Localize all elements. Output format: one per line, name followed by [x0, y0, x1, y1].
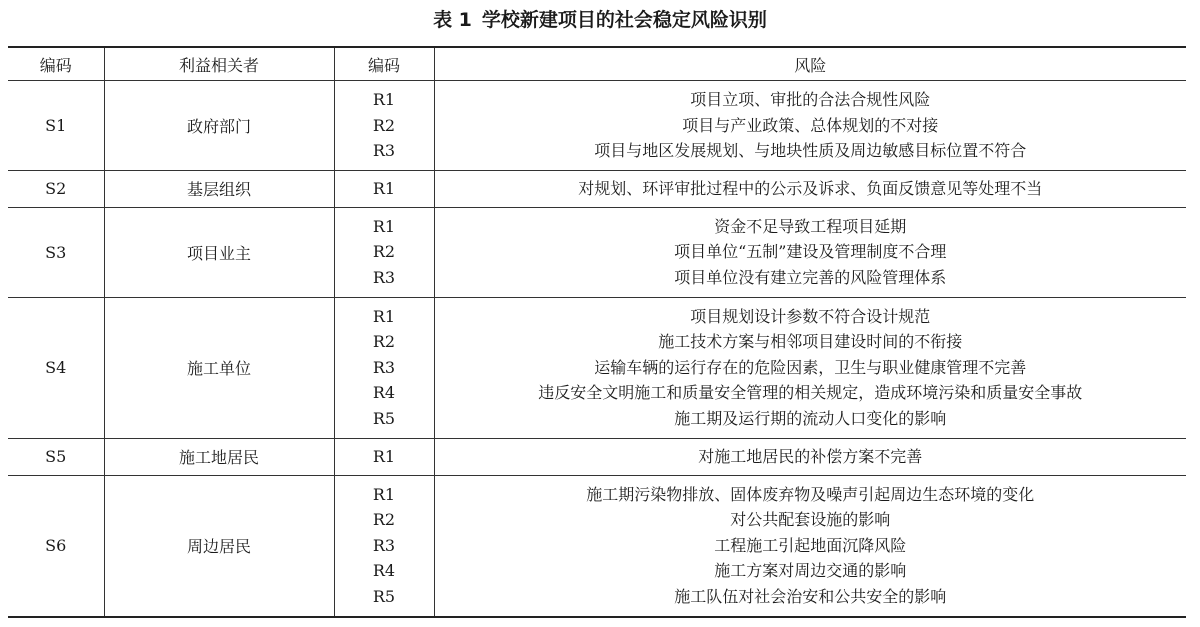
stakeholder-code: S1: [8, 81, 104, 171]
risk-description: 工程施工引起地面沉降风险: [714, 535, 907, 555]
risk-code: R1: [334, 214, 434, 240]
risk-code: R4: [334, 558, 434, 584]
stakeholder-name: 施工地居民: [104, 438, 334, 475]
risk-table: [8, 46, 1186, 618]
risk-code: R2: [334, 329, 434, 355]
stakeholder-group: [8, 81, 1186, 171]
stakeholder-code: S4: [8, 297, 104, 438]
risk-code: R1: [334, 482, 434, 508]
header-stakeholder: 利益相关者: [104, 47, 334, 81]
risk-description: 施工期及运行期的流动人口变化的影响: [674, 408, 947, 428]
risk-code: R2: [334, 507, 434, 533]
risk-description: 对公共配套设施的影响: [730, 510, 891, 530]
stakeholder-code: S2: [8, 170, 104, 207]
risk-code: R3: [334, 265, 434, 291]
risk-description: 项目单位“五制”建设及管理制度不合理: [674, 242, 947, 262]
table-number: 表 1: [433, 9, 472, 31]
risk-description: 项目规划设计参数不符合设计规范: [690, 306, 931, 326]
table-row: [8, 170, 1186, 207]
risk-description: 对规划、环评审批过程中的公示及诉求、负面反馈意见等处理不当: [578, 178, 1043, 198]
risk-description: 项目单位没有建立完善的风险管理体系: [674, 267, 947, 287]
header-row: [8, 47, 1186, 81]
stakeholder-code: S5: [8, 438, 104, 475]
risk-description: 施工技术方案与相邻项目建设时间的不衔接: [658, 332, 963, 352]
risk-description: 施工队伍对社会治安和公共安全的影响: [674, 586, 947, 606]
risk-code: R3: [334, 355, 434, 381]
risk-description: 运输车辆的运行存在的危险因素，卫生与职业健康管理不完善: [594, 357, 1027, 377]
stakeholder-group: [8, 207, 1186, 297]
header-stakeholder-code: 编码: [8, 47, 104, 81]
risk-description: 项目立项、审批的合法合规性风险: [690, 90, 931, 109]
header-risk-code: 编码: [334, 47, 434, 81]
risk-description: 违反安全文明施工和质量安全管理的相关规定，造成环境污染和质量安全事故: [538, 383, 1083, 403]
header-risk: 风险: [434, 47, 1186, 81]
risk-code: R2: [334, 239, 434, 265]
stakeholder-name: 周边居民: [104, 475, 334, 616]
risk-code: R3: [334, 138, 434, 164]
risk-code: R3: [334, 533, 434, 559]
stakeholder-name: 政府部门: [104, 81, 334, 171]
stakeholder-group: [8, 297, 1186, 438]
table-row: [8, 438, 1186, 475]
stakeholder-group: [8, 475, 1186, 616]
stakeholder-code: S3: [8, 207, 104, 297]
stakeholder-group: [8, 170, 1186, 207]
risk-code: R1: [334, 438, 434, 475]
risk-description: 项目与产业政策、总体规划的不对接: [682, 115, 939, 135]
risk-description: 项目与地区发展规划、与地块性质及周边敏感目标位置不符合: [594, 141, 1027, 161]
risk-code: R5: [334, 584, 434, 610]
risk-description: 施工期污染物排放、固体废弃物及噪声引起周边生态环境的变化: [586, 484, 1035, 504]
stakeholder-group: [8, 438, 1186, 475]
risk-description: 对施工地居民的补偿方案不完善: [698, 446, 923, 466]
table-caption: 学校新建项目的社会稳定风险识别: [481, 9, 767, 31]
stakeholder-name: 施工单位: [104, 297, 334, 438]
risk-code: R1: [334, 87, 434, 113]
risk-description: 资金不足导致工程项目延期: [714, 216, 907, 236]
risk-code: R2: [334, 113, 434, 139]
stakeholder-code: S6: [8, 475, 104, 616]
risk-code: R1: [334, 170, 434, 207]
stakeholder-name: 项目业主: [104, 207, 334, 297]
risk-description: 施工方案对周边交通的影响: [714, 561, 907, 581]
stakeholder-name: 基层组织: [104, 170, 334, 207]
risk-code: R1: [334, 304, 434, 330]
risk-code: R5: [334, 406, 434, 432]
table-title: [0, 8, 1200, 32]
risk-code: R4: [334, 380, 434, 406]
